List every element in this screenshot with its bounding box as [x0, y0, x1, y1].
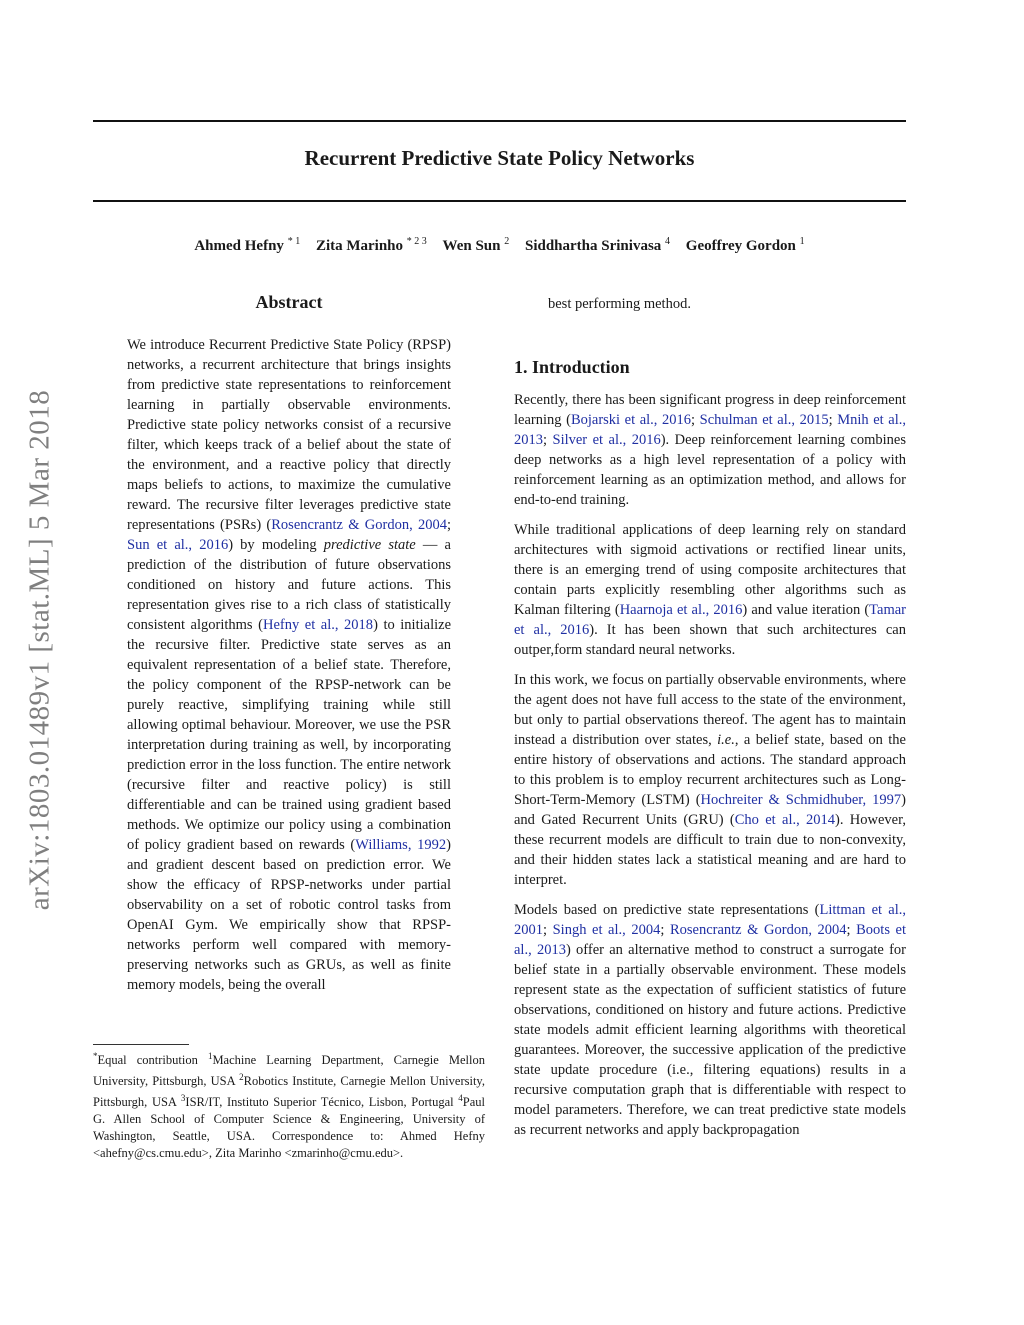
text-run: We introduce Recurrent Predictive State Policy (RPSP) networks, a recurrent architecture that brings insights from predictive state representations to reinforcement learning in partially observable environments. Predictive state policy networks consist of a recursive filter, which keeps track of a belief about the state of the environment, and a reactive policy that directly maps beliefs to actions, to maximize the cumulative reward. The recursive filter leverages predictive state representations (PSRs) (: [127, 337, 451, 533]
arxiv-identifier: arXiv:1803.01489v1 [stat.ML] 5 Mar 2018: [23, 389, 56, 911]
text-run: Models based on predictive state representations (: [514, 902, 820, 918]
citation-link[interactable]: Williams, 1992: [355, 837, 447, 853]
text-run: ;: [846, 922, 857, 938]
citation-link[interactable]: Rosencrantz & Gordon, 2004: [669, 922, 847, 938]
paragraph: [514, 670, 906, 890]
citation-link[interactable]: Cho et al., 2014: [734, 812, 836, 828]
text-run: Machine Learning Department, Carnegie Mellon University, Pittsburgh, USA: [93, 1053, 485, 1089]
paragraph: [514, 900, 906, 1140]
footnote-marker: 2: [239, 1072, 244, 1083]
introduction-body: [514, 390, 906, 1150]
text-run: ;: [828, 412, 838, 428]
abstract-continuation: best performing method.: [548, 296, 691, 312]
citation-link[interactable]: Rosencrantz & Gordon, 2004: [271, 517, 447, 533]
text-run: ). Deep reinforcement learning combines deep networks as a high level representation of a policy with reinforcement learning as an optimization method, and allows for end-to-end training.: [514, 432, 906, 508]
footnote-marker: 4: [458, 1093, 463, 1104]
text-run: Equal contribution: [97, 1053, 208, 1068]
text-run: ) and gradient descent based on prediction error. We show the efficacy of RPSP-networks under partial observability on a set of robotic control tasks from OpenAI Gym. We empirically show that RPSP-networks perform well compared with memory-preserving networks such as GRUs, as well as finite memory models, being the overall: [127, 837, 451, 993]
text-run: ) and value iteration (: [742, 602, 870, 618]
citation-link[interactable]: Hefny et al., 2018: [262, 617, 374, 633]
title-top-rule: [93, 120, 906, 122]
text-run: ) by modeling: [228, 537, 324, 553]
emphasis-text: i.e.: [717, 732, 735, 748]
text-run: While traditional applications of deep learning rely on standard architectures with sigmoid activations or rectified linear units, there is an emerging trend of using composite architectures that contain parts explicitly resembling other algorithms such as Kalman filtering (: [514, 522, 906, 618]
abstract-heading: Abstract: [255, 292, 323, 312]
text-run: ). However, these recurrent models are difficult to train due to non-convexity, and their hidden states lack a statistical meaning and are hard to interpret.: [514, 812, 906, 888]
citation-link[interactable]: Tamar et al., 2016: [514, 602, 906, 638]
affiliations-footnote: [93, 1048, 485, 1162]
text-run: ISR/IT, Instituto Superior Técnico, Lisbon, Portugal: [185, 1095, 459, 1110]
text-run: ;: [691, 412, 700, 428]
citation-link[interactable]: Littman et al., 2001: [514, 902, 906, 938]
citation-link[interactable]: Singh et al., 2004: [552, 922, 661, 938]
text-run: — a prediction of the distribution of future observations conditioned on history and future actions. This representation gives rise to a rich class of statistically consistent algorithms (: [127, 537, 451, 633]
author: Zita Marinho $^{* 2 3}$: [315, 236, 427, 254]
paper-title: Recurrent Predictive State Policy Networks: [304, 146, 695, 170]
author: Wen Sun $^2$: [442, 236, 510, 254]
section-heading-introduction: 1. Introduction: [514, 357, 630, 377]
citation-link[interactable]: Schulman et al., 2015: [699, 412, 829, 428]
text-run: Recently, there has been significant progress in deep reinforcement learning (: [514, 392, 906, 428]
text-run: ;: [543, 432, 553, 448]
author: Geoffrey Gordon $^1$: [685, 236, 805, 254]
author: Siddhartha Srinivasa $^4$: [524, 236, 671, 254]
footnote-marker: 1: [207, 1051, 213, 1061]
text-run: ). It has been shown that such architectures can outper,form standard neural networks.: [514, 622, 906, 658]
citation-link[interactable]: Sun et al., 2016: [127, 537, 229, 553]
text-run: ;: [543, 922, 553, 938]
citation-link[interactable]: Silver et al., 2016: [552, 432, 661, 448]
citation-link[interactable]: Hochreiter & Schmidhuber, 1997: [700, 792, 902, 808]
paragraph: [514, 390, 906, 510]
citation-link[interactable]: Mnih et al., 2013: [514, 412, 907, 448]
text-run: Paul G. Allen School of Computer Science & Engineering, University of Washington, Seattle, USA. Correspondence to: Ahmed Hefny <ahefny@cs.cmu.edu>, Zita Marinho <zmarinho@cmu.edu>.: [93, 1095, 485, 1161]
paragraph: [514, 520, 906, 660]
text-run: ;: [660, 922, 670, 938]
text-run: ) to initialize the recursive filter. Predictive state serves as an equivalent representation of a belief state. Therefore, the policy component of the RPSP-network can be purely reactive, simplifying training while still allowing optimal behaviour. Moreover, we use the PSR interpretation during training as well, by incorporating prediction error in the loss function. The entire network (recursive filter and reactive policy) is still differentiable and can be trained using gradient based methods. We optimize our policy using a combination of policy gradient based on rewards (: [127, 617, 452, 853]
text-run: ;: [446, 517, 451, 533]
author-list: [93, 236, 906, 255]
emphasis-text: predictive state: [323, 537, 416, 553]
text-run: ) and Gated Recurrent Units (GRU) (: [514, 792, 907, 828]
footnote-rule: [93, 1044, 189, 1045]
text-run: , a belief state, based on the entire history of observations and actions. The standard approach to this problem is to employ recurrent architectures such as Long-Short-Term-Memory (LSTM) (: [514, 732, 906, 808]
text-run: ) offer an alternative method to construct a surrogate for belief state in a partially observable environment. These models represent state as the expectation of sufficient statistics of future observations, conditioned on history and future actions. Predictive state models admit efficient learning algorithms with theoretical guarantees. Moreover, the successive application of the predictive state update procedure (i.e., filtering equations) results in a recursive computation graph that is differentiable with respect to model parameters. Therefore, we can treat predictive state models as recurrent networks and apply backpropagation: [514, 942, 907, 1138]
author: Ahmed Hefny $^{* 1}$: [194, 236, 301, 254]
footnote-marker: *: [93, 1051, 98, 1061]
footnote-marker: 3: [180, 1093, 186, 1104]
citation-link[interactable]: Boots et al., 2013: [514, 922, 907, 958]
text-run: In this work, we focus on partially observable environments, where the agent does not have full access to the state of the environment, but only to partial observations thereof. The agent has to maintain instead a distribution over states,: [514, 672, 906, 748]
title-bottom-rule: [93, 200, 906, 202]
citation-link[interactable]: Bojarski et al., 2016: [570, 412, 692, 428]
text-run: Robotics Institute, Carnegie Mellon University, Pittsburgh, USA: [93, 1074, 485, 1110]
abstract-text: [127, 335, 451, 995]
citation-link[interactable]: Haarnoja et al., 2016: [619, 602, 743, 618]
